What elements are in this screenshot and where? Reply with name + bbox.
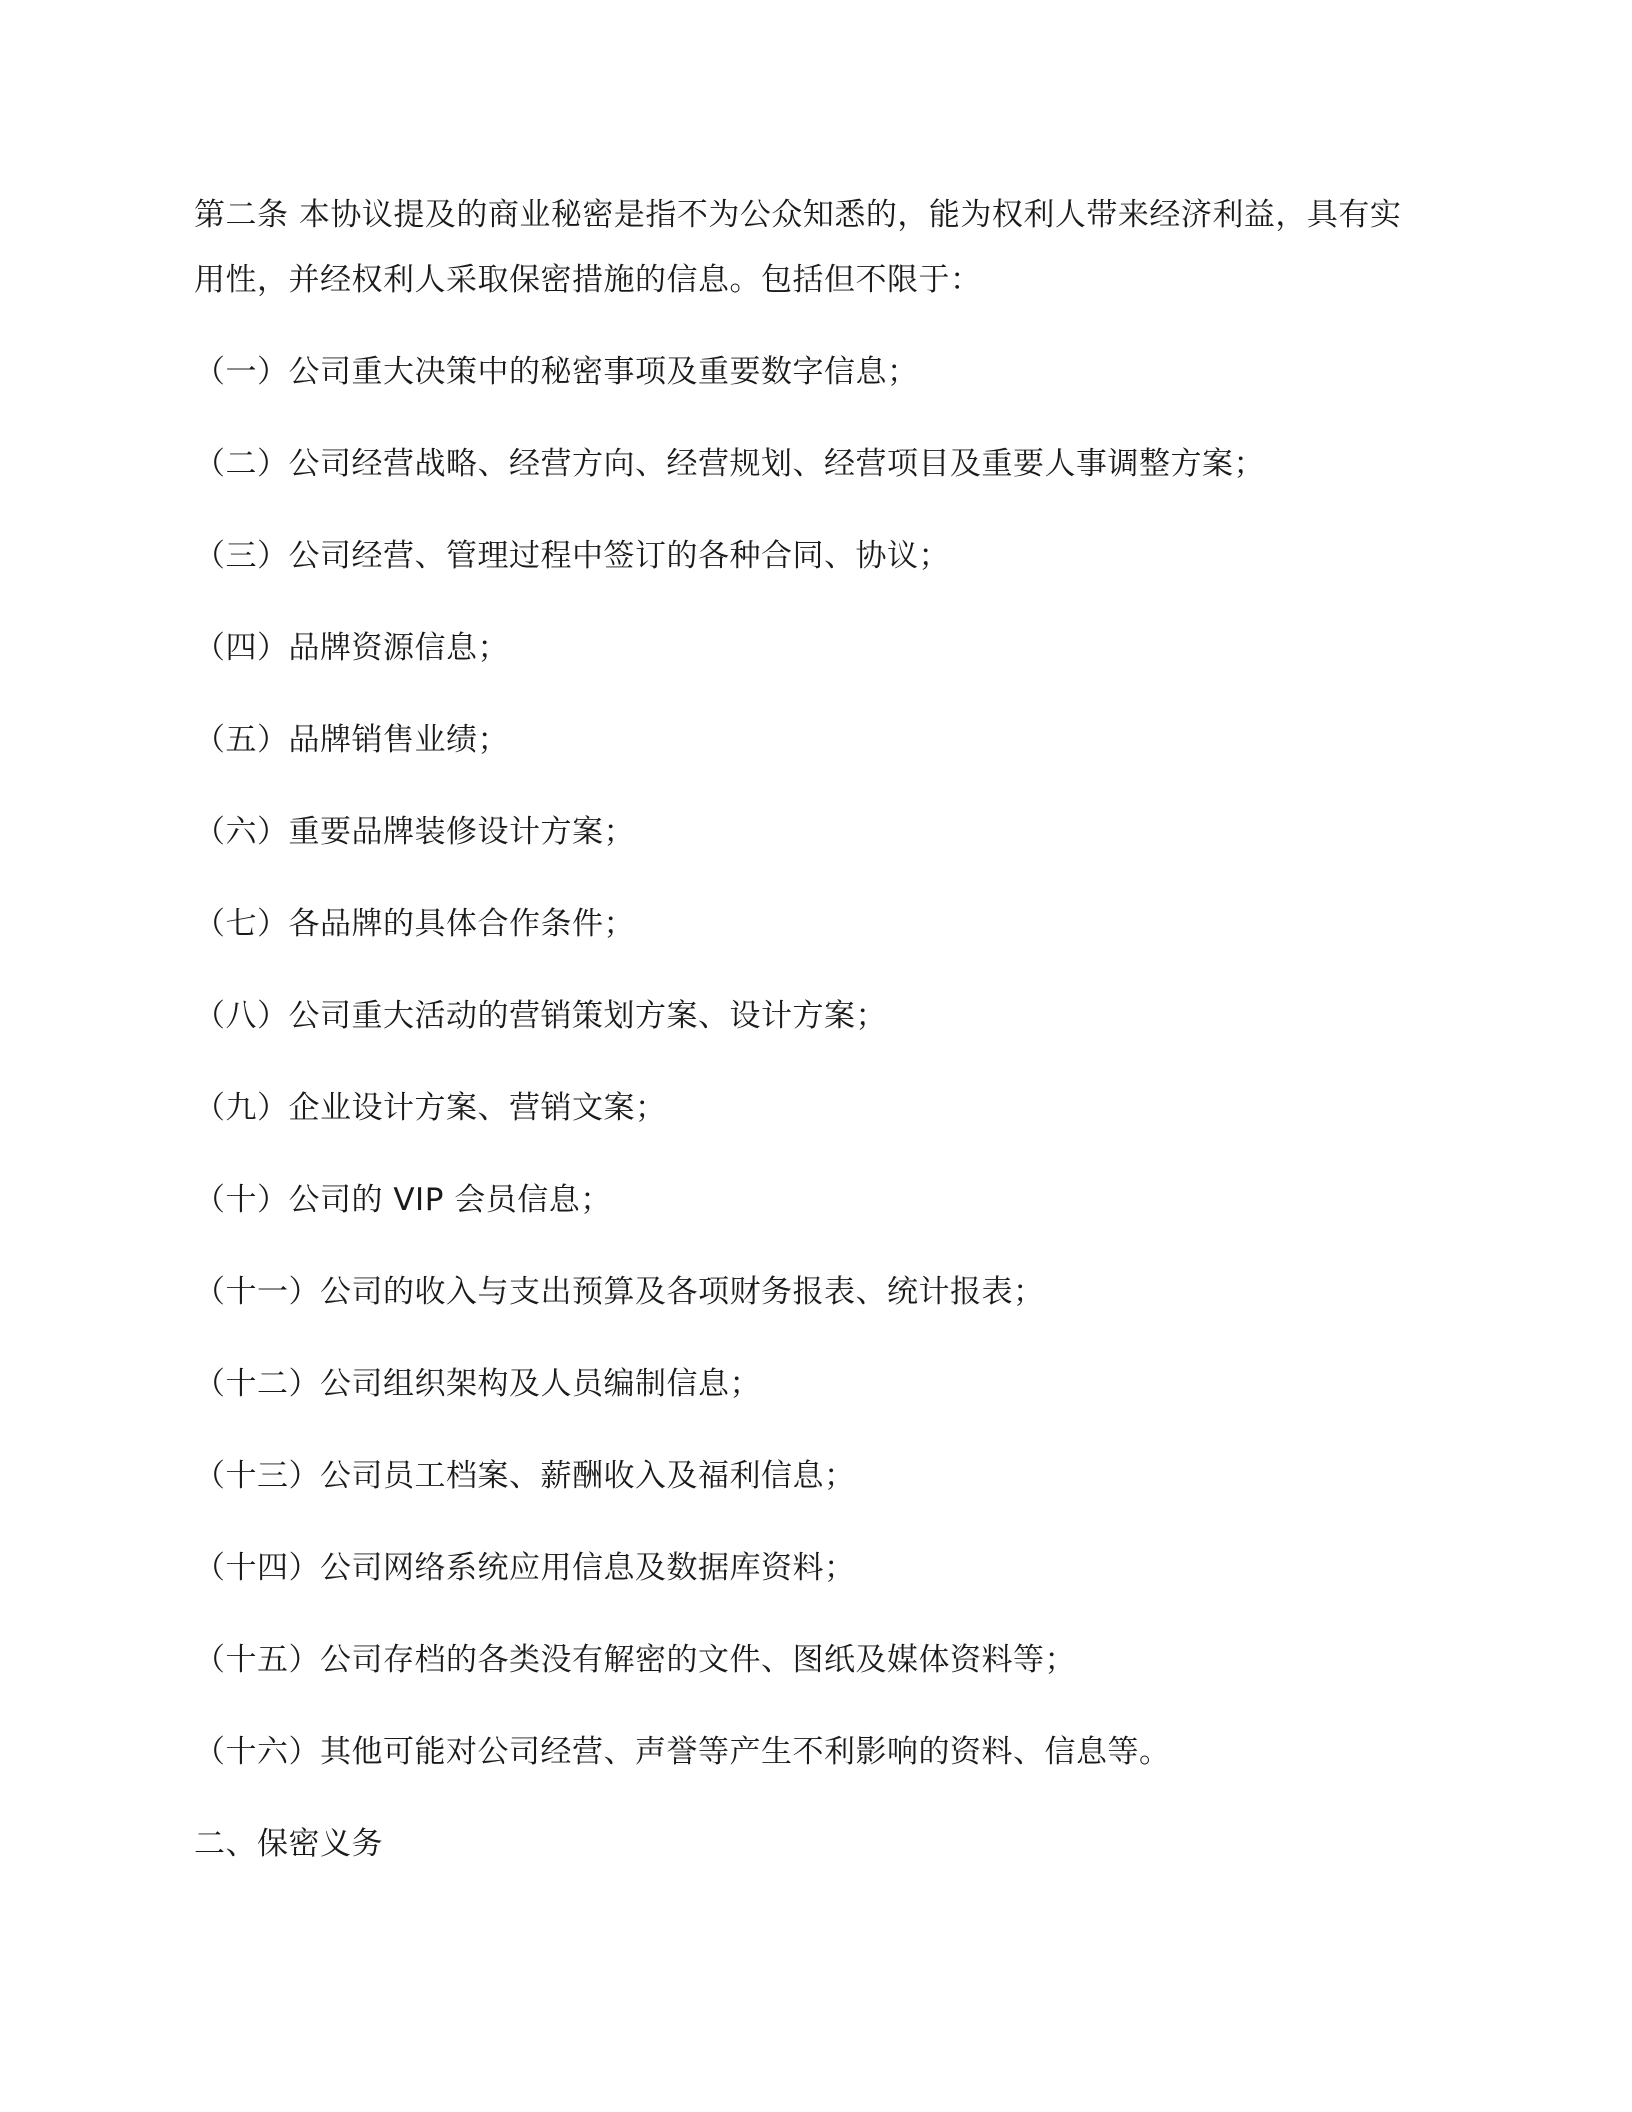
list-item: （二）公司经营战略、经营方向、经营规划、经营项目及重要人事调整方案； (194, 446, 1265, 482)
list-item: （十四）公司网络系统应用信息及数据库资料； (194, 1550, 856, 1586)
list-item: （六）重要品牌装修设计方案； (194, 814, 635, 850)
list-item: （十）公司的 VIP 会员信息； (194, 1182, 612, 1218)
list-item: （九）企业设计方案、营销文案； (194, 1090, 667, 1126)
list-item: （四）品牌资源信息； (194, 630, 509, 666)
list-item: （五）品牌销售业绩； (194, 722, 509, 758)
list-item: （一）公司重大决策中的秘密事项及重要数字信息； (194, 354, 919, 390)
list-item: （八）公司重大活动的营销策划方案、设计方案； (194, 998, 887, 1034)
section-heading: 二、保密义务 (194, 1826, 383, 1862)
list-item: （十二）公司组织架构及人员编制信息； (194, 1366, 761, 1402)
list-item: （十六）其他可能对公司经营、声誉等产生不利影响的资料、信息等。 (194, 1734, 1171, 1770)
article-intro-line-2: 用性，并经权利人采取保密措施的信息。包括但不限于： (194, 262, 982, 298)
list-item: （十三）公司员工档案、薪酬收入及福利信息； (194, 1458, 856, 1494)
list-item: （七）各品牌的具体合作条件； (194, 906, 635, 942)
list-item: （三）公司经营、管理过程中签订的各种合同、协议； (194, 538, 950, 574)
list-item: （十一）公司的收入与支出预算及各项财务报表、统计报表； (194, 1274, 1045, 1310)
list-item: （十五）公司存档的各类没有解密的文件、图纸及媒体资料等； (194, 1642, 1076, 1678)
article-intro-line-1: 第二条 本协议提及的商业秘密是指不为公众知悉的，能为权利人带来经济利益，具有实 (194, 197, 1402, 233)
